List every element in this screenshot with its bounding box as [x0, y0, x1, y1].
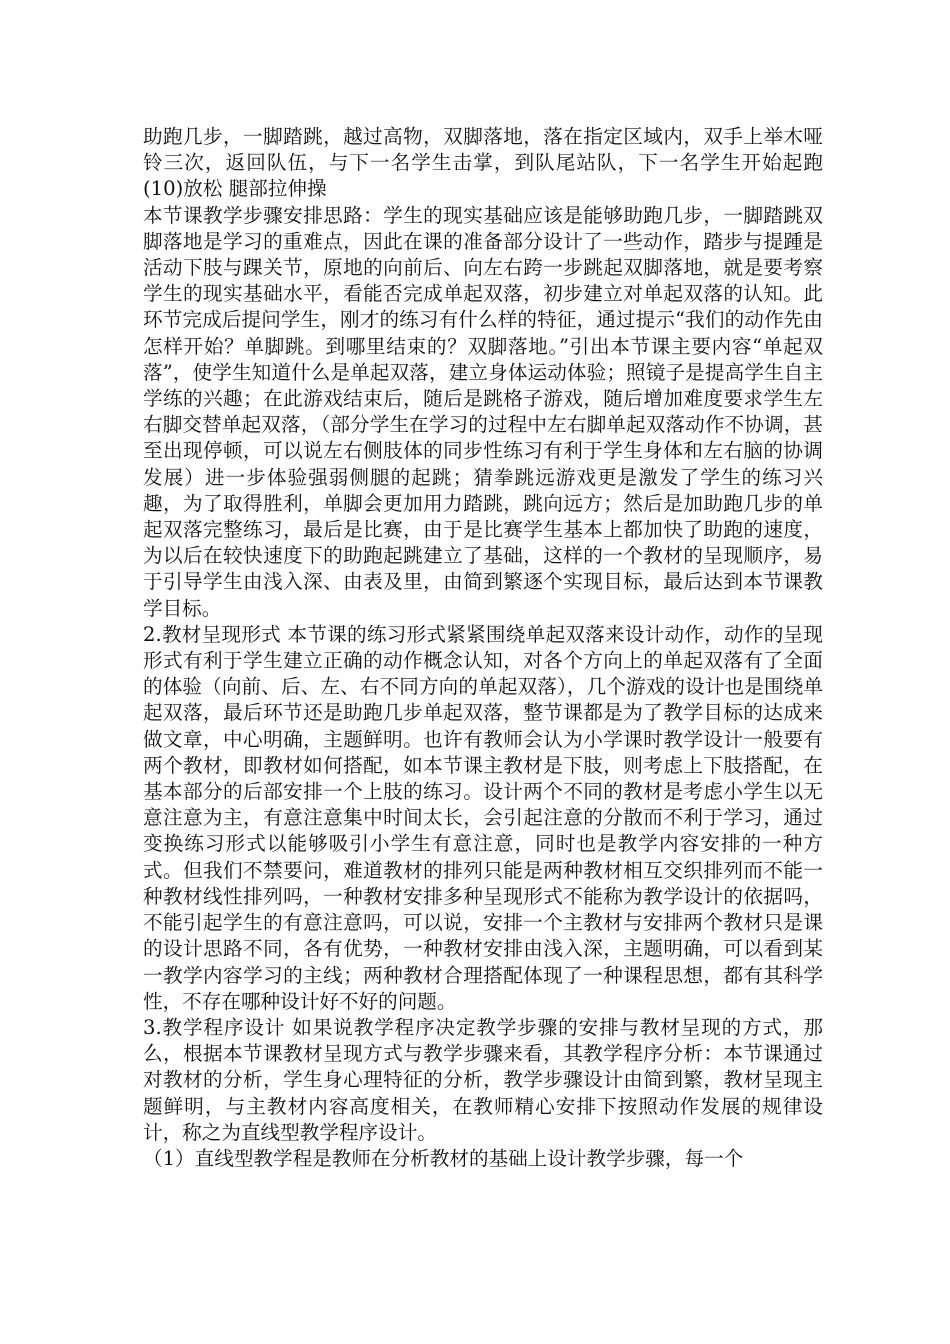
paragraph-teaching-steps-rationale: 本节课教学步骤安排思路：学生的现实基础应该是能够助跑几步，一脚踏跳双脚落地是学习的重难点，因此在课的准备部分设计了一些动作，踏步与提踵是活动下肢与踝关节，原地的向前后、向左右跨一步跳起双脚落地，就是要考察学生的现实基础水平，看能否完成单起双落，初步建立对单起双落的认知。此环节完成后提问学生，刚才的练习有什么样的特征，通过提示“我们的动作先由怎样开始？单脚跳。到哪里结束的？双脚落地。”引出本节课主要内容“单起双落”，使学生知道什么是单起双落，建立身体运动体验；照镜子是提高学生自主学练的兴趣；在此游戏结束后，随后是跳格子游戏，随后增加难度要求学生左右脚交替单起双落，（部分学生在学习的过程中左右脚单起双落动作不协调，甚至出现停顿，可以说左右侧肢体的同步性练习有利于学生身体和左右脑的协调发展）进一步体验强弱侧腿的起跳；猜拳跳远游戏更是激发了学生的练习兴趣，为了取得胜利，单脚会更加用力踏跳，跳向远方；然后是加助跑几步的单起双落完整练习，最后是比赛，由于是比赛学生基本上都加快了助跑的速度，为以后在较快速度下的助跑起跳建立了基础，这样的一个教材的呈现顺序，易于引导学生由浅入深、由表及里，由简到繁逐个实现目标，最后达到本节课教学目标。	[143, 203, 823, 620]
paragraph-teaching-procedure-design: 3.教学程序设计 如果说教学程序决定教学步骤的安排与教材呈现的方式，那么，根据本节课教材呈现方式与教学步骤来看，其教学程序分析：本节课通过对教材的分析，学生身心理特征的分析，教学步骤设计由简到繁，教材呈现主题鲜明，与主教材内容高度相关，在教师精心安排下按照动作发展的规律设计，称之为直线型教学程序设计。	[143, 1015, 823, 1144]
paragraph-material-presentation: 2.教材呈现形式 本节课的练习形式紧紧围绕单起双落来设计动作，动作的呈现形式有利于学生建立正确的动作概念认知，对各个方向上的单起双落有了全面的体验（向前、后、左、右不同方向的单起双落），几个游戏的设计也是围绕单起双落，最后环节还是助跑几步单起双落，整节课都是为了教学目标的达成来做文章，中心明确，主题鲜明。也许有教师会认为小学课时教学设计一般要有两个教材，即教材如何搭配，如本节课主教材是下肢，则考虑上下肢搭配，在基本部分的后部安排一个上肢的练习。设计两个不同的教材是考虑小学生以无意注意为主，有意注意集中时间太长，会引起注意的分散而不利于学习，通过变换练习形式以能够吸引小学生有意注意，同时也是教学内容安排的一种方式。但我们不禁要问，难道教材的排列只能是两种教材相互交织排列而不能一种教材线性排列吗，一种教材安排多种呈现形式不能称为教学设计的依据吗，不能引起学生的有意注意吗，可以说，安排一个主教材与安排两个教材只是课的设计思路不同，各有优势，一种教材安排由浅入深，主题明确，可以看到某一教学内容学习的主线；两种教材合理搭配体现了一种课程思想，都有其科学性，不存在哪种设计好不好的问题。	[143, 622, 823, 1013]
paragraph-linear-procedure: （1）直线型教学程是教师在分析教材的基础上设计教学步骤，每一个	[143, 1146, 744, 1170]
document-body	[143, 124, 823, 1172]
paragraph-intro-continuation: 助跑几步，一脚踏跳，越过高物，双脚落地，落在指定区域内，双手上举木哑铃三次，返回队伍，与下一名学生击掌，到队尾站队，下一名学生开始起跑 (10)放松 腿部拉伸操	[143, 125, 823, 201]
